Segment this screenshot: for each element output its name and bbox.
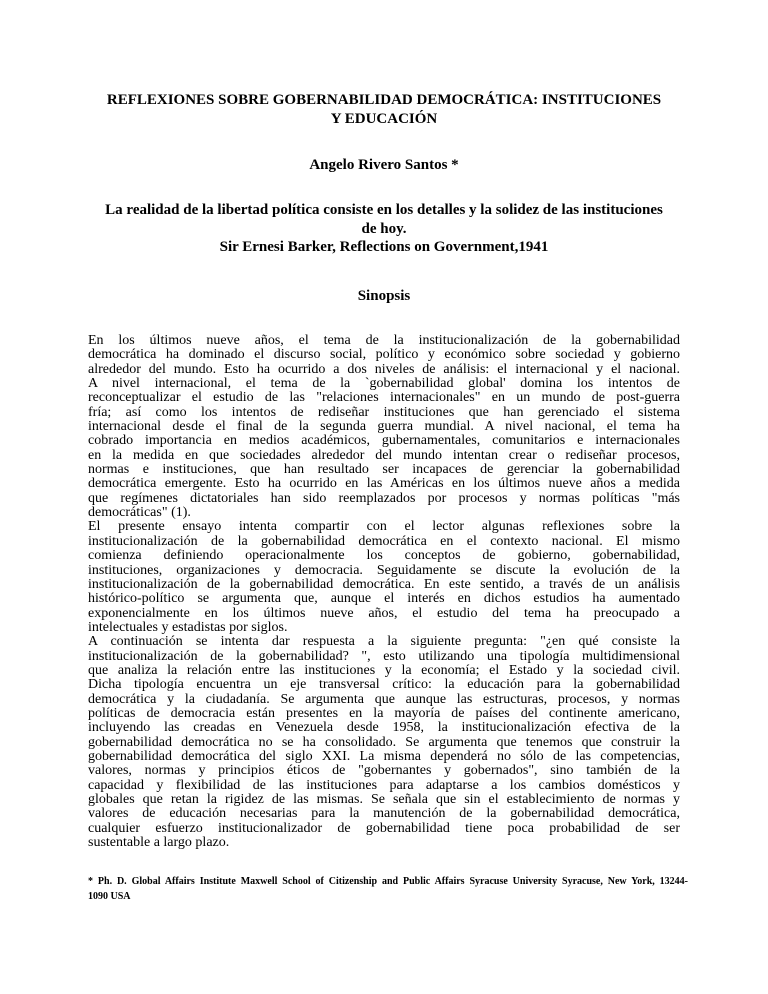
paragraph-line: globales que retan la rigidez de las mismas. Se señala que sin el establecimiento de normas y [88, 792, 680, 807]
paragraph-line: que analiza la relación entre las instituciones y la economía; el Estado y la sociedad civil. [88, 662, 680, 678]
paragraph-line: gobernabilidad democrática del siglo XXI. La misma dependerá no sólo de las competencias, [88, 748, 680, 764]
paragraph-line: capacidad y flexibilidad de las instituciones para adaptarse a los cambios domésticos y [88, 777, 680, 793]
section-heading: Sinopsis [357, 288, 411, 304]
paragraph-line: valores, normas y principios éticos de "gobernantes y gobernados", sino también de la [88, 763, 680, 779]
paragraph-line: Dicha tipología encuentra un eje transversal crítico: la educación para la gobernabilidad [88, 677, 680, 693]
paragraph-line: sustentable a largo plazo. [88, 835, 230, 851]
paragraph-line: A nivel internacional, el tema de la `gobernabilidad global' domina los intentos de [88, 376, 680, 392]
paragraph-line: que regímenes dictatoriales han sido reemplazados por procesos y normas políticas "más [88, 490, 680, 506]
paragraph-line: exponencialmente en los últimos nueve años, el estudio del tema ha preocupado a [88, 605, 680, 621]
paragraph-line: reconceptualizar el estudio de las "relaciones internacionales" en un mundo de post-guerra [88, 390, 680, 406]
paragraph-line: en la medida en que sociedades alrededor del mundo intentan crear o rediseñar procesos, [88, 447, 680, 463]
title-line: REFLEXIONES SOBRE GOBERNABILIDAD DEMOCRÁTICA: INSTITUCIONES [106, 92, 662, 108]
paragraph-line: institucionalización de la gobernabilidad democrática. En este sentido, a través de un análisis [88, 576, 680, 592]
paragraph-line: fría; así como los intentos de rediseñar instituciones que han gerenciado el sistema [88, 404, 680, 420]
paragraph-line: alrededor del mundo. Esto ha ocurrido a dos niveles de análisis: el internacional y el nacional. [88, 361, 680, 377]
footnote-line: 1090 USA [88, 891, 131, 902]
paragraph-line: políticas de democracia están presentes en la mayoría de países del continente americano, [88, 705, 680, 721]
paragraph-line: histórico-político se argumenta que, aunque el interés en dichos estudios ha aumentado [88, 591, 680, 607]
epigraph-line: La realidad de la libertad política consiste en los detalles y la solidez de las instituciones [105, 202, 663, 218]
paragraph-line: institucionalización de la gobernabilidad democrática en el contexto nacional. El mismo [88, 533, 680, 549]
paragraph-line: incluyendo las creadas en Venezuela desde 1958, la institucionalización efectiva de la [88, 720, 680, 736]
paragraph-line: normas e instituciones, que han resultado ser incapaces de gerenciar la gobernabilidad [88, 462, 680, 478]
paragraph-line: democrática ha dominado el discurso social, político y económico sobre sociedad y gobierno [88, 347, 680, 363]
paragraph-line: cobrado importancia en medios académicos, gubernamentales, comunitarios e internacionales [88, 433, 680, 449]
body-text [88, 334, 680, 850]
document-title [80, 91, 688, 128]
paragraph [88, 520, 680, 635]
paragraph-line: democrática y la ciudadanía. Se argumenta que aunque las estructuras, procesos, y normas [88, 691, 680, 707]
paragraph-line: comienza definiendo operacionalmente los conceptos de gobierno, gobernabilidad, [88, 548, 680, 564]
paragraph-line: A continuación se intenta dar respuesta a la siguiente pregunta: "¿en qué consiste la [88, 634, 680, 650]
paragraph [88, 334, 680, 520]
paragraph-line: El presente ensayo intenta compartir con el lector algunas reflexiones sobre la [88, 519, 680, 535]
paragraph-line: valores de educación necesarias para la manutención de la gobernabilidad democrática, [88, 806, 680, 822]
footnote-line: * Ph. D. Global Affairs Institute Maxwell School of Citizenship and Public Affairs Syracuse University Syracuse, New York, 13244- [88, 876, 688, 887]
title-line: Y EDUCACIÓN [330, 110, 438, 127]
paragraph-line: intelectuales y estadistas por siglos. [88, 619, 288, 635]
paragraph-line: democrática emergente. Esto ha ocurrido en las Américas en los últimos nueve años a medida [88, 476, 680, 492]
paragraph-line: cualquier esfuerzo institucionalizador de gobernabilidad tiene poca probabilidad de ser [88, 820, 680, 836]
paragraph-line: gobernabilidad democrática no se ha consolidado. Se argumenta que tenemos que construir la [88, 734, 680, 750]
paragraph-line: instituciones, organizaciones y democracia. Seguidamente se discute la evolución de la [88, 562, 680, 578]
paragraph-line: democráticas" (1). [88, 505, 191, 521]
paragraph [88, 635, 680, 850]
paragraph-line: En los últimos nueve años, el tema de la institucionalización de la gobernabilidad [88, 333, 680, 348]
epigraph-line: de hoy. [361, 220, 407, 237]
paragraph-line: institucionalización de la gobernabilidad? ", esto utilizando una tipología multidimensional [88, 648, 680, 664]
footnote [88, 874, 688, 904]
author: Angelo Rivero Santos * [309, 157, 459, 173]
paragraph-line: internacional desde el final de la segunda guerra mundial. A nivel nacional, el tema ha [88, 419, 680, 435]
epigraph [80, 201, 688, 257]
epigraph-attribution: Sir Ernesi Barker, Reflections on Government,1941 [219, 239, 549, 255]
